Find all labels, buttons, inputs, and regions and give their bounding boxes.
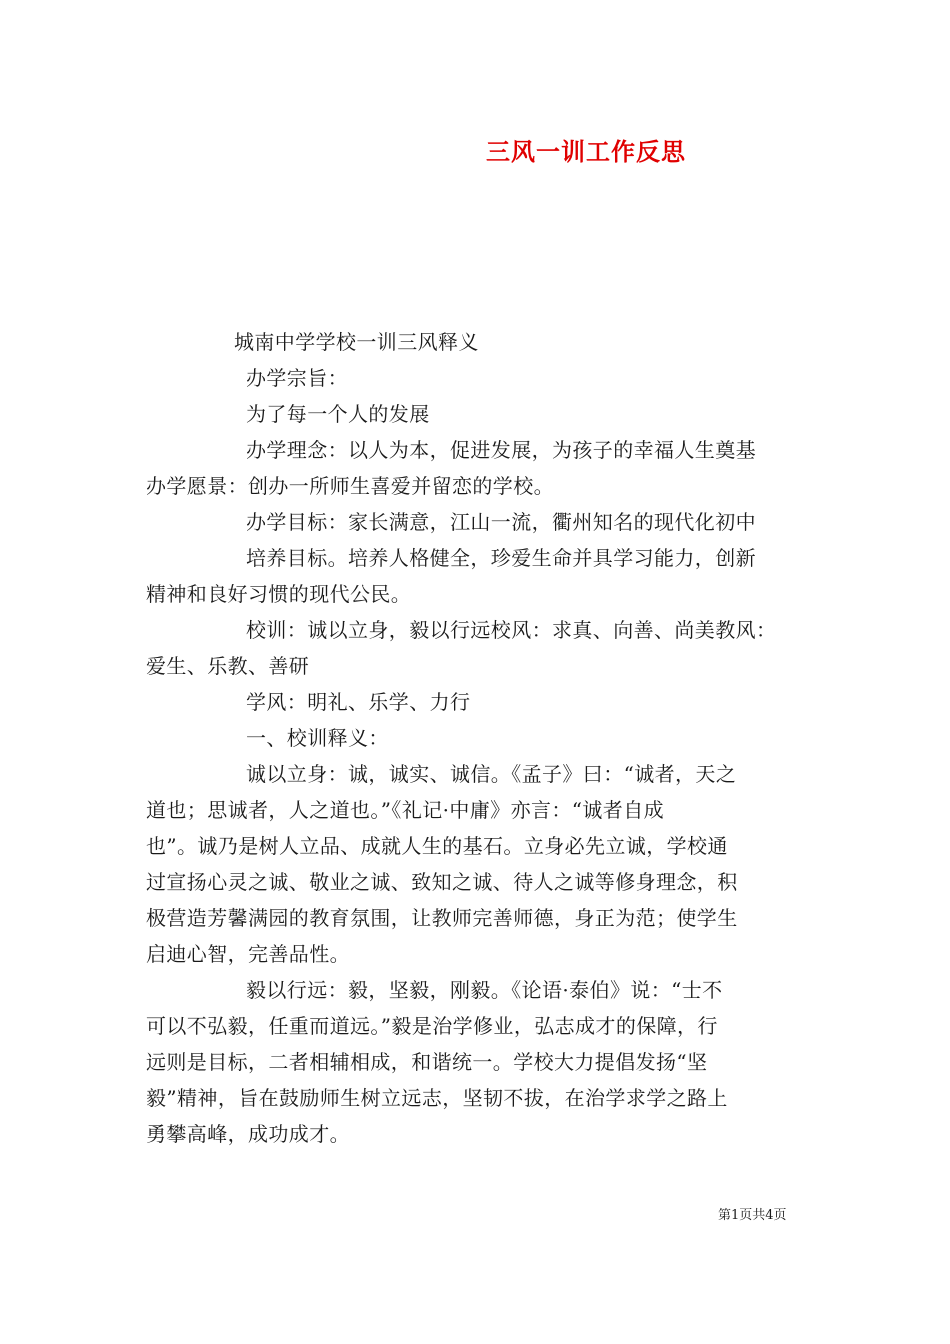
text-line: 毅”精神，旨在鼓励师生树立远志，坚韧不拔，在治学求学之路上 bbox=[146, 1086, 728, 1110]
text-line: 远则是目标，二者相辅相成，和谐统一。学校大力提倡发扬“坚 bbox=[146, 1050, 708, 1074]
text-line: 可以不弘毅，任重而道远。”毅是治学修业，弘志成才的保障，行 bbox=[146, 1014, 718, 1038]
text-line: 培养目标。培养人格健全，珍爱生命并具学习能力，创新 bbox=[246, 546, 756, 570]
text-line: 启迪心智，完善品性。 bbox=[146, 942, 350, 966]
page-number: 第1页共4页 bbox=[718, 1208, 787, 1223]
text-line: 办学愿景：创办一所师生喜爱并留恋的学校。 bbox=[146, 474, 554, 498]
text-line: 学风：明礼、乐学、力行 bbox=[246, 690, 471, 714]
text-line: 爱生、乐教、善研 bbox=[146, 654, 310, 678]
text-line: 道也；思诚者，人之道也。”《礼记·中庸》亦言：“诚者自成 bbox=[146, 798, 665, 822]
text-line: 过宣扬心灵之诚、敬业之诚、致知之诚、待人之诚等修身理念，积 bbox=[146, 870, 738, 894]
document-body bbox=[146, 324, 810, 1152]
text-line: 勇攀高峰，成功成才。 bbox=[146, 1122, 350, 1146]
text-line: 办学目标：家长满意，江山一流，衢州知名的现代化初中 bbox=[246, 510, 756, 534]
text-line: 校训：诚以立身，毅以行远校风：求真、向善、尚美教风： bbox=[246, 618, 777, 642]
text-line: 毅以行远：毅，坚毅，刚毅。《论语·泰伯》说：“士不 bbox=[246, 978, 723, 1002]
document-title: 三风一训工作反思 bbox=[486, 137, 686, 166]
text-line: 精神和良好习惯的现代公民。 bbox=[146, 582, 412, 606]
section-heading: 城南中学学校一训三风释义 bbox=[234, 330, 479, 354]
text-line: 一、校训释义： bbox=[246, 726, 389, 750]
text-line: 诚以立身：诚，诚实、诚信。《孟子》曰：“诚者，天之 bbox=[246, 762, 737, 786]
text-line: 极营造芳馨满园的教育氛围，让教师完善师德，身正为范；使学生 bbox=[146, 906, 738, 930]
text-line: 办学宗旨： bbox=[246, 366, 348, 390]
text-line: 为了每一个人的发展 bbox=[246, 402, 430, 426]
text-line: 办学理念：以人为本，促进发展，为孩子的幸福人生奠基 bbox=[246, 438, 756, 462]
text-line: 也”。诚乃是树人立品、成就人生的基石。立身必先立诚，学校通 bbox=[146, 834, 728, 858]
